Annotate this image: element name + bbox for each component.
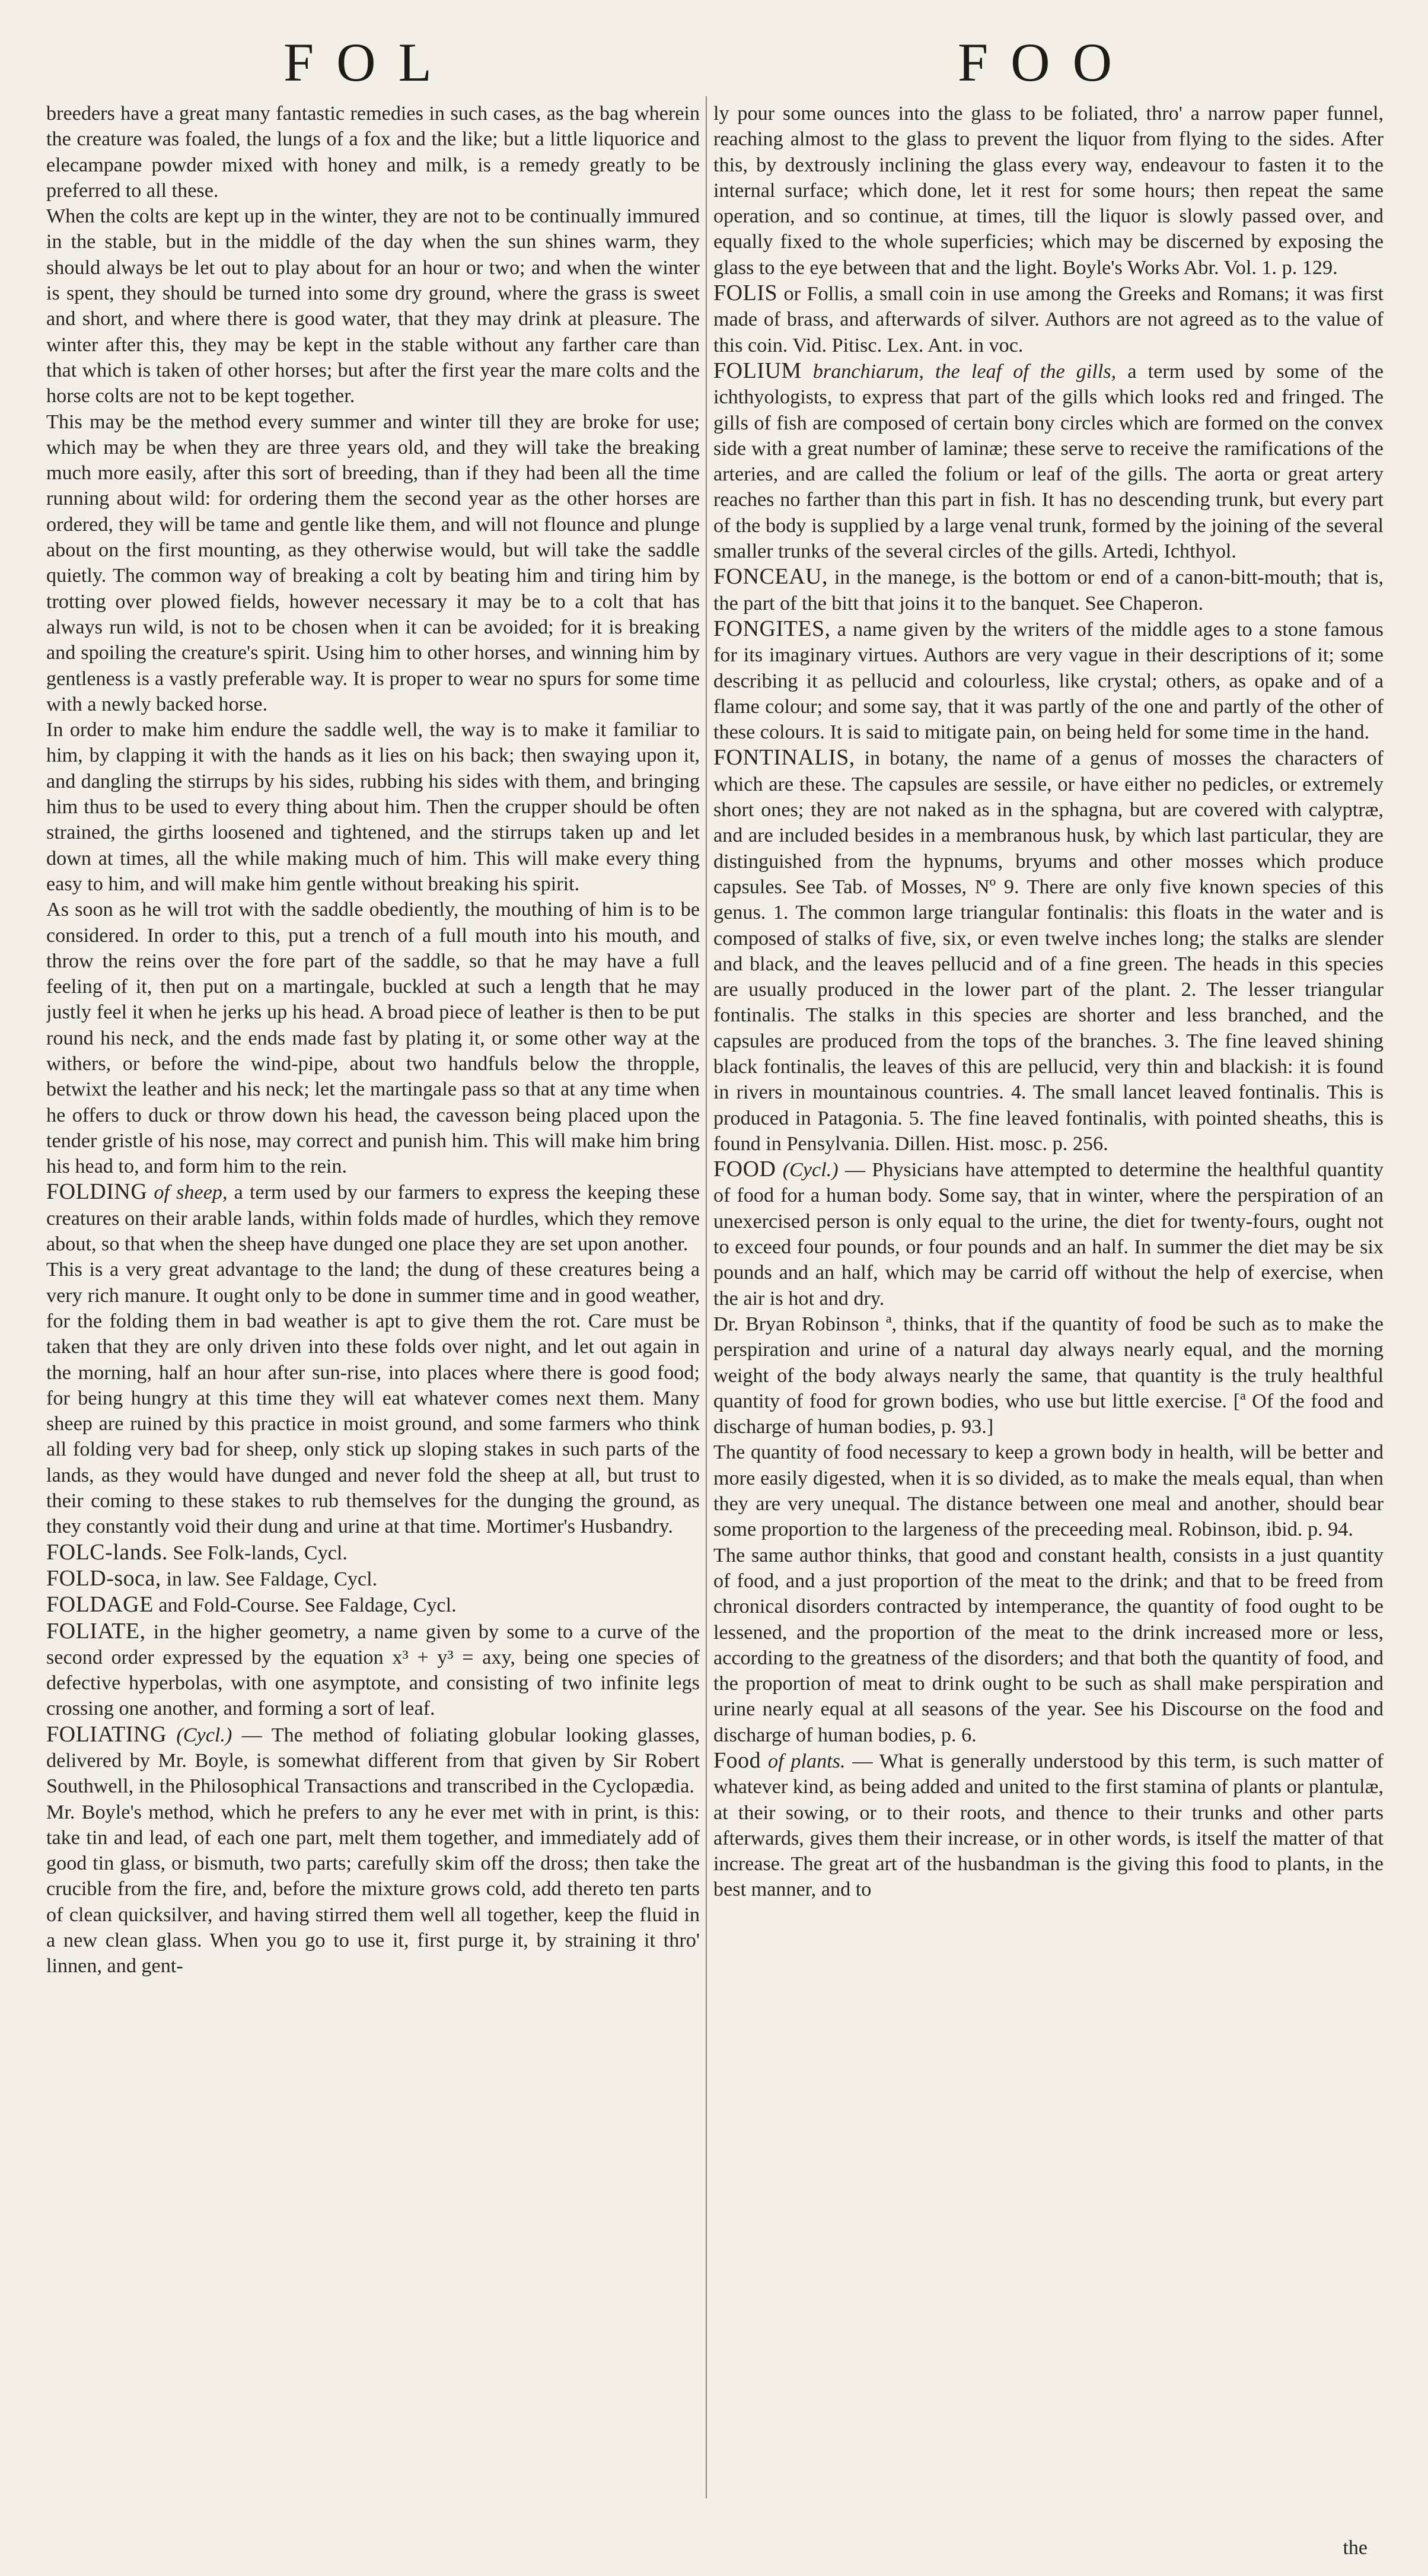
- body-paragraph: Mr. Boyle's method, which he prefers to any he ever met with in print, is this: take tin and lead, of each one part, melt them together, and immediately add of good tin glass, or bismuth, two parts; carefully skim off the dross; then take the crucible from the fire, and, before the mixture grows cold, add thereto ten parts of clean quicksilver, and having stirred them well all together, keep the fluid in a new clean glass. When you go to use it, first purge it, by straining it thro' linnen, and gent-: [46, 1801, 700, 1978]
- running-head-right: FOO: [958, 32, 1135, 93]
- column-divider: [706, 96, 707, 2498]
- entry-text: a name given by the writers of the middle ages to a stone famous for its imaginary virtues. Authors are very vague in their descriptions of it; some describing it as pellucid and colourless, like crystal; others, as opake and of a flame colour; and some say, that it was partly of the one and partly of the other of these colours. It is said to mitigate pain, on being held for some time in the hand.: [713, 618, 1384, 744]
- entry-qualifier: (Cycl.): [782, 1159, 839, 1182]
- entry-text: in the higher geometry, a name given by some to a curve of the second order expressed by the equation x³ + y³ = axy, being one species of defective hyperbolas, with one asymptote, and consisting of two infinite legs crossing one another, and forming a sort of leaf.: [46, 1620, 700, 1720]
- entry-text: in botany, the name of a genus of mosses the characters of which are these. The capsules are sessile, or have either no pedicles, or extremely short ones; they are not naked as in the sphagna, but are covered with calyptræ, and are included besides in a membranous husk, by which last particular, they are distinguished from the hypnums, bryums and other mosses which produce capsules. See Tab. of Mosses, Nº 9. There are only five known species of this genus. 1. The common large triangular fontinalis: this floats in the water and is composed of stalks of five, six, or even twelve inches long; the stalks are slender and black, and the leaves pellucid and of a fine green. The heads in this species are usually produced in the lower part of the plant. 2. The lesser triangular fontinalis. The stalks in this species are shorter and less branched, and the capsules are produced from the tops of the branches. 3. The fine leaved shining black fontinalis, the leaves of this are pellucid, very thin and blackish: it is found in rivers in mountainous countries. 4. The small lancet leaved fontinalis. This is produced in Patagonia. 5. The fine leaved fontinalis, with pointed sheaths, this is found in Pensylvania. Dillen. Hist. mosc. p. 256.: [713, 747, 1384, 1155]
- entry-text: — Physicians have attempted to determine the healthful quantity of food for a human body. Some say, that in winter, where the perspiration of an unexercised person is only equal to the urine, the diet for twenty-fours, ought not to exceed four pounds, or four pounds and an half. In summer the diet may be six pounds and an half, which may be carrid off without the help of exercise, when the air is hot and dry.: [713, 1159, 1384, 1310]
- dictionary-entry: [713, 564, 1384, 616]
- right-column: [713, 101, 1384, 2556]
- dictionary-entry: [46, 1619, 700, 1722]
- body-paragraph: As soon as he will trot with the saddle obediently, the mouthing of him is to be considered. In order to this, put a trench of a full mouth into his mouth, and throw the reins over the fore part of the saddle, so that he may have a full feeling of it, then put on a martingale, buckled at such a length that he may justly feel it when he jerks up his head. A broad piece of leather is then to be put round his neck, and the ends made fast by plating it, or some other way at the withers, or before the wind-pipe, about two handfuls below the thropple, betwixt the leather and his neck; let the martingale pass so that at any time when he offers to duck or throw down his head, the cavesson being placed upon the tender gristle of his nose, may correct and punish him. This will make him bring his head to, and form him to the rein.: [46, 899, 700, 1178]
- entry-headword: FOLIUM: [713, 358, 802, 383]
- left-column: [46, 101, 700, 2556]
- dictionary-entry: [713, 745, 1384, 1157]
- entry-headword: FOLD-soca,: [46, 1565, 161, 1591]
- entry-headword: FONCEAU,: [713, 564, 828, 590]
- dictionary-entry: [46, 1179, 700, 1257]
- dictionary-entry: [713, 1748, 1384, 1903]
- dictionary-entry: [46, 1592, 700, 1618]
- entry-text: a term used by some of the ichthyologists, to express that part of the gills which looks red and fringed. The gills of fish are composed of certain bony circles which are formed on the convex side with a great number of laminæ; these serve to receive the ramifications of the arteries, and are called the folium or leaf of the gills. The aorta or great artery reaches no farther than this part in fish. It has no descending trunk, but every part of the body is supplied by a large venal trunk, formed by the joining of the several smaller trunks of the several circles of the gills. Artedi, Ichthyol.: [713, 360, 1384, 563]
- body-paragraph: The same author thinks, that good and constant health, consists in a just quantity of food, and a just proportion of the meat to the drink; and that to be freed from chronical disorders contracted by intemperance, the quantity of food ought to be lessened, and the proportion of the meat to the drink increased more or less, according to the greatness of the disorders; and that both the quantity of food, and the proportion of meat to drink ought to be such as shall make perspiration and urine nearly equal at all seasons of the year. See his Discourse on the food and discharge of human bodies, p. 6.: [713, 1544, 1384, 1746]
- body-paragraph: breeders have a great many fantastic remedies in such cases, as the bag wherein the creature was foaled, the lungs of a fox and the like; but a little liquorice and elecampane powder mixed with honey and milk, is a remedy greatly to be preferred to all these.: [46, 103, 700, 202]
- dictionary-entry: [46, 1566, 700, 1592]
- catchword: the: [1343, 2537, 1368, 2559]
- entry-headword: FOLC-lands.: [46, 1539, 168, 1565]
- entry-text: a term used by our farmers to express the keeping these creatures on their arable lands, within folds made of hurdles, which they remove about, so that when the sheep have dunged one place they are set upon another.: [46, 1182, 700, 1256]
- entry-qualifier: of plants.: [767, 1750, 846, 1772]
- entry-text: or Follis, a small coin in use among the Greeks and Romans; it was first made of brass, and afterwards of silver. Authors are not agreed as to the value of this coin. Vid. Pitisc. Lex. Ant. in voc.: [713, 283, 1384, 356]
- body-paragraph: This is a very great advantage to the land; the dung of these creatures being a very rich manure. It ought only to be done in summer time and in good weather, for the folding them in bad weather is apt to give them the rot. Care must be taken that they are only driven into these folds over night, and let out again in the morning, half an hour after sun-rise, into places where there is good food; for being hungry at this time they will eat whatever comes next them. Many sheep are ruined by this practice in moist ground, and some farmers who think all folding very bad for sheep, only stick up sloping stakes in such parts of the lands, as they would have dunged and never fold the sheep at all, but trust to their coming to these stakes to rub themselves for the dunging the ground, as they constantly void their dung and urine at that time. Mortimer's Husbandry.: [46, 1259, 700, 1538]
- dictionary-entry: [46, 1722, 700, 1800]
- entry-text: See Folk-lands, Cycl.: [168, 1542, 348, 1564]
- running-head-left: FOL: [283, 32, 454, 93]
- body-paragraph: When the colts are kept up in the winter, they are not to be continually immured in the stable, but in the middle of the day when the sun shines warm, they should always be let out to play about for an hour or two; and when the winter is spent, they should be turned into some dry ground, where the grass is sweet and short, and where there is good water, that they may drink at pleasure. The winter after this, they may be kept in the stable without any farther care than that which is taken of other horses; but after the first year the mare colts and the horse colts are not to be kept together.: [46, 205, 700, 407]
- entry-text: in the manege, is the bottom or end of a canon-bitt-mouth; that is, the part of the bitt that joins it to the banquet. See Chaperon.: [713, 566, 1384, 614]
- body-paragraph: Dr. Bryan Robinson ª, thinks, that if the quantity of food be such as to make the perspiration and urine of a natural day always nearly equal, and the morning weight of the body always nearly the same, that quantity is the truly healthful quantity of food for grown bodies, who use but little exercise. [ª Of the food and discharge of human bodies, p. 93.]: [713, 1313, 1384, 1438]
- dictionary-entry: [713, 281, 1384, 358]
- entry-qualifier: of sheep,: [154, 1182, 228, 1204]
- entry-headword: FOLDING: [46, 1179, 148, 1205]
- body-paragraph: This may be the method every summer and winter till they are broke for use; which may be when they are three years old, and they will take the breaking much more easily, after this sort of breeding, than if they had been all the time running about wild: for ordering them the second year as the other horses are ordered, they will be tame and gentle like them, and will not flounce and plunge about on the first mounting, as they otherwise would, but will take the saddle quietly. The common way of breaking a colt by beating him and tiring him by trotting over plowed fields, however necessary it may be to a colt that has always run wild, is not to be chosen when it can be avoided; for it is breaking and spoiling the creature's spirit. Using him to other horses, and winning him by gentleness is a vastly preferable way. It is proper to wear no spurs for some time with a newly backed horse.: [46, 410, 700, 715]
- entry-headword: FOLIATING: [46, 1721, 167, 1747]
- entry-headword: FOOD: [713, 1157, 776, 1182]
- entry-headword: FOLDAGE: [46, 1592, 154, 1617]
- entry-qualifier: branchiarum, the leaf of the gills,: [812, 360, 1117, 383]
- entry-headword: Food: [713, 1748, 761, 1773]
- body-paragraph: ly pour some ounces into the glass to be foliated, thro' a narrow paper funnel, reaching almost to the glass to prevent the liquor from flying to the sides. After this, by dextrously inclining the glass every way, endeavour to fasten it to the internal surface; which done, let it rest for some hours; then repeat the same operation, and so continue, at times, till the liquor is slowly passed over, and equally fixed to the whole superficies; which may be discerned by exposing the glass to the eye between that and the light. Boyle's Works Abr. Vol. 1. p. 129.: [713, 103, 1384, 279]
- entry-headword: FOLIATE,: [46, 1618, 146, 1644]
- entry-qualifier: (Cycl.): [176, 1724, 232, 1746]
- entry-text: — The method of foliating globular looking glasses, delivered by Mr. Boyle, is somewhat different from that given by Sir Robert Southwell, in the Philosophical Transactions and transcribed in the Cyclopædia.: [46, 1724, 700, 1798]
- entry-text: in law. See Faldage, Cycl.: [161, 1568, 378, 1590]
- dictionary-entry: [713, 358, 1384, 564]
- entry-text: and Fold-Course. See Faldage, Cycl.: [153, 1594, 457, 1617]
- dictionary-entry: [713, 1157, 1384, 1311]
- entry-text: — What is generally understood by this term, is such matter of whatever kind, as being added and united to the first stamina of plants or plantulæ, at their sowing, or to their roots, and thence to their trunks and other parts afterwards, gives them their increase, or in other words, is itself the matter of that increase. The great art of the husbandman is the giving this food to plants, in the best manner, and to: [713, 1750, 1384, 1901]
- entry-headword: FONTINALIS,: [713, 745, 855, 770]
- dictionary-entry: [713, 616, 1384, 745]
- dictionary-entry: [46, 1540, 700, 1566]
- entry-headword: FOLIS: [713, 281, 778, 306]
- body-paragraph: The quantity of food necessary to keep a grown body in health, will be better and more easily digested, when it is so divided, as to make the meals equal, than when they are very unequal. The distance between one meal and another, should bear some proportion to the largeness of the preceeding meal. Robinson, ibid. p. 94.: [713, 1441, 1384, 1541]
- entry-headword: FONGITES,: [713, 616, 831, 641]
- body-paragraph: In order to make him endure the saddle well, the way is to make it familiar to him, by clapping it with the hands as it lies on his back; then swaying upon it, and dangling the stirrups by his sides, rubbing his sides with them, and bringing him thus to be used to every thing about him. Then the crupper should be often strained, the girths loosened and tightened, and the stirrups taken up and let down at times, all the while making much of him. This will make every thing easy to him, and will make him gentle without breaking his spirit.: [46, 719, 700, 895]
